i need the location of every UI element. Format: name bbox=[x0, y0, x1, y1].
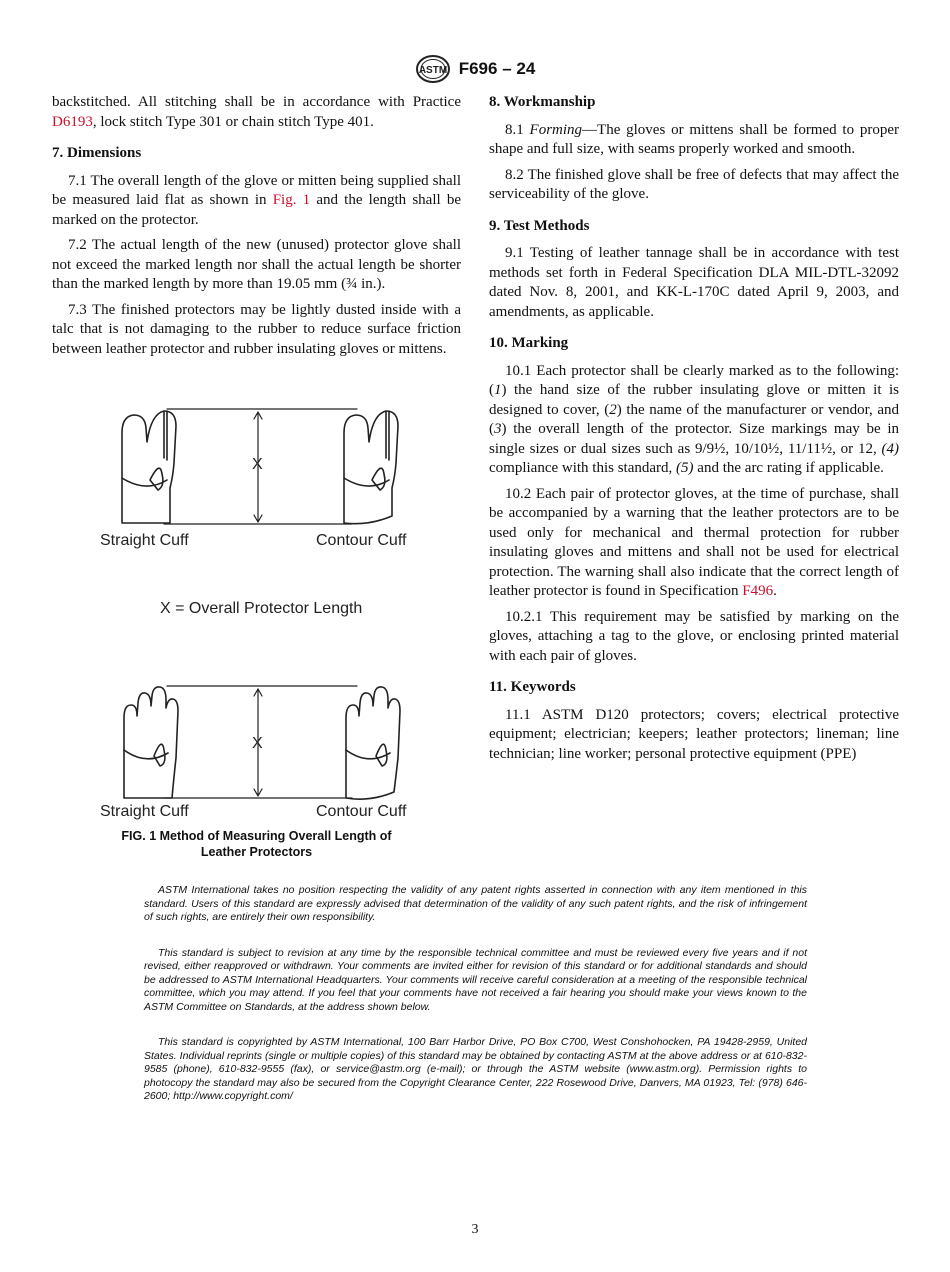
contour-cuff-label-top: Contour Cuff bbox=[316, 532, 407, 549]
legal-notices bbox=[144, 884, 807, 1126]
document-code: F696 – 24 bbox=[458, 59, 536, 78]
glove-contour-cuff-drawing bbox=[346, 687, 400, 799]
paragraph-9-1: 9.1 Testing of leather tannage shall be in accordance with test methods set forth in Federal Specification DLA MIL-DTL-32092 dated Nov. 8, 2001, and KK-L-170C dated April 9, 2003, and amendments, as applicable. bbox=[489, 245, 899, 320]
revision-notice: This standard is subject to revision at any time by the responsible technical committee and must be reviewed every five years and if not revised, either reapproved or withdrawn. Your comments are invited either for revision of this standard or for additional standards and should be addressed to ASTM International Headquarters. Your comments will receive careful consideration at a meeting of the responsible technical committee, which you may attend. If you feel that your comments have not received a fair hearing you should make your views known to the ASTM Committee on Standards, at the address shown below. bbox=[144, 946, 807, 1013]
paragraph-7-2: 7.2 The actual length of the new (unused) protector glove shall not exceed the marked length nor shall the actual length be shorter than the marked length by more than 19.05 mm (¾ in.). bbox=[52, 237, 461, 292]
svg-text:ASTM: ASTM bbox=[418, 65, 447, 76]
legend-text: X = Overall Protector Length bbox=[160, 600, 363, 617]
contour-cuff-label-bottom: Contour Cuff bbox=[316, 803, 407, 820]
paragraph-11-1: 11.1 ASTM D120 protectors; covers; electrical protective equipment; electrician; keepers; leather protectors; lineman; line technician; line worker; personal protective equipment (PPE) bbox=[489, 706, 899, 762]
left-column bbox=[52, 93, 461, 365]
x-label-top: X bbox=[252, 456, 263, 473]
paragraph-10-1: 10.1 Each protector shall be clearly marked as to the following: (1) the hand size of the rubber insulating glove or mitten it is designed to cover, (2) the name of the manufacturer or vendor, and (3) the overall length of the protector. Size markings may be in single sizes or dual sizes such as 9/9½, 10/10½, 11/11½, or 12, (4) compliance with this standard, (5) and the arc rating if applicable. bbox=[489, 362, 900, 476]
fig-1-link[interactable]: Fig. 1 bbox=[272, 192, 311, 208]
copyright-notice: This standard is copyrighted by ASTM International, 100 Barr Harbor Drive, PO Box C700, West Conshohocken, PA 19428-2959, United States. Individual reprints (single or multiple copies) of this standard may be obtained by contacting ASTM at the above address or at 610-832-9585 (phone), 610-832-9555 (fax), or service@astm.org (e-mail); or through the ASTM website (www.astm.org). Permission rights to photocopy the standard may also be secured from the Copyright Clearance Center, 222 Rosewood Drive, Danvers, MA 01923, Tel: (978) 646-2600; http://www.copyright.com/ bbox=[144, 1036, 807, 1102]
paragraph-7-3: 7.3 The finished protectors may be lightly dusted inside with a talc that is not damaging to the rubber to reduce surface friction between leather protector and rubber insulating gloves or mittens. bbox=[52, 301, 461, 357]
paragraph-10-2-1: 10.2.1 This requirement may be satisfied by marking on the gloves, attaching a tag to the glove, or enclosing printed material with each pair of gloves. bbox=[489, 608, 899, 664]
section-11-heading: 11. Keywords bbox=[489, 679, 576, 695]
astm-logo-icon bbox=[415, 54, 451, 84]
paragraph-10-2: 10.2 Each pair of protector gloves, at the time of purchase, shall be accompanied by a warning that the leather protectors are to be used only for mechanical and thermal protection for rubber insulating gloves and mittens and shall not be used for electrical protection. The warning shall also indicate that the correct length of leather protector is found in Specification F496. bbox=[489, 485, 899, 599]
paragraph-8-1: 8.1 Forming—The gloves or mittens shall be formed to proper shape and full size, with seams properly worked and smooth. bbox=[489, 121, 900, 157]
page-number: 3 bbox=[471, 1222, 479, 1237]
x-label-bottom: X bbox=[252, 735, 263, 752]
section-7-heading: 7. Dimensions bbox=[52, 145, 142, 161]
straight-cuff-label-bottom: Straight Cuff bbox=[100, 803, 189, 820]
paragraph-8-2: 8.2 The finished glove shall be free of defects that may affect the serviceability of the glove. bbox=[489, 166, 899, 202]
patent-notice: ASTM International takes no position respecting the validity of any patent rights asserted in connection with any item mentioned in this standard. Users of this standard are expressly advised that determination of the validity of any such patent rights, and the risk of infringement of such rights, are entirely their own responsibility. bbox=[144, 884, 807, 923]
figure-1 bbox=[52, 398, 461, 868]
section-9-heading: 9. Test Methods bbox=[489, 217, 590, 234]
mitten-straight-cuff-drawing bbox=[122, 409, 357, 523]
mitten-contour-cuff-drawing bbox=[344, 411, 398, 524]
straight-cuff-label-top: Straight Cuff bbox=[100, 532, 189, 549]
paragraph-6-continued: backstitched. All stitching shall be in accordance with Practice D6193, lock stitch Type 301 or chain stitch Type 401. bbox=[52, 94, 461, 130]
section-8-heading: 8. Workmanship bbox=[489, 94, 596, 110]
section-10-heading: 10. Marking bbox=[489, 335, 569, 351]
glove-straight-cuff-drawing bbox=[124, 686, 357, 798]
right-column bbox=[489, 93, 899, 770]
page-header bbox=[0, 54, 950, 84]
figure-caption: FIG. 1 Method of Measuring Overall Length of Leather Protectors bbox=[121, 829, 392, 859]
paragraph-7-1: 7.1 The overall length of the glove or mitten being supplied shall be measured laid flat as shown in Fig. 1 and the length shall be marked on the protector. bbox=[52, 172, 462, 228]
d6193-link[interactable]: D6193 bbox=[52, 113, 93, 130]
f496-link[interactable]: F496 bbox=[742, 583, 774, 599]
